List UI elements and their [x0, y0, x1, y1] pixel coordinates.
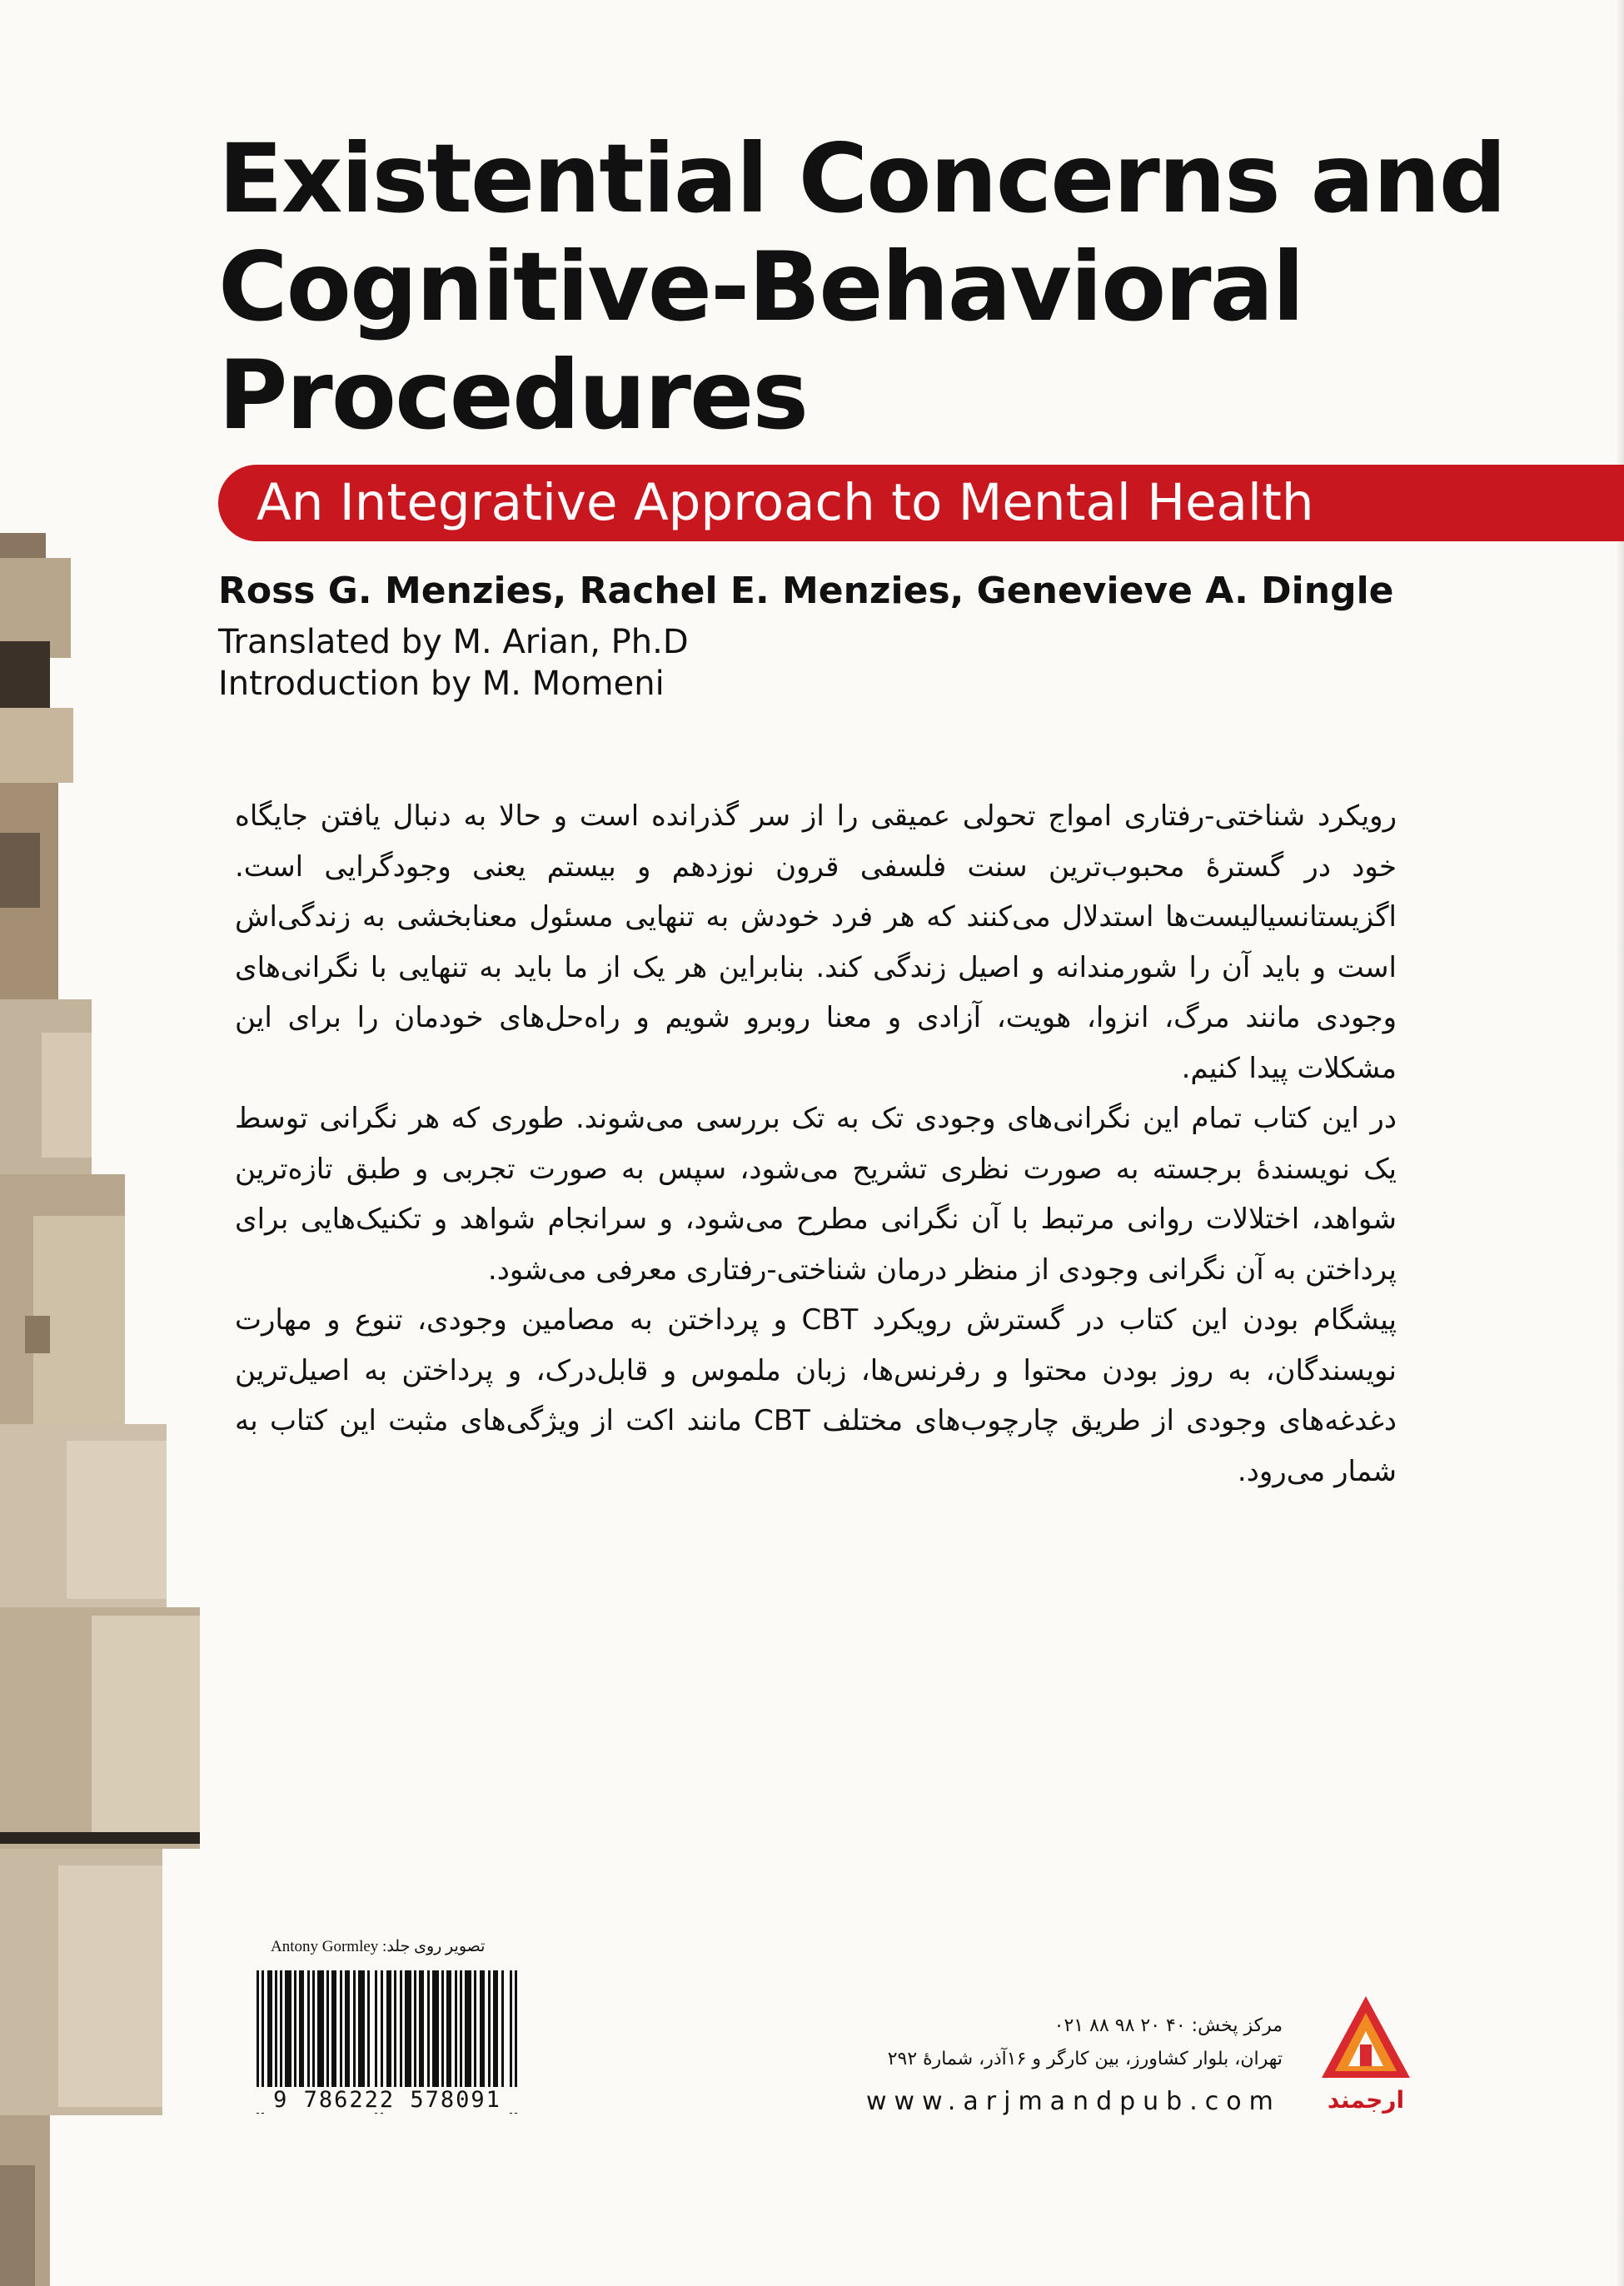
subtitle-band — [218, 465, 1624, 541]
blurb-text — [235, 791, 1397, 1497]
title-line-2: Cognitive-Behavioral — [218, 232, 1303, 342]
publisher-name: ارجمند — [1327, 2086, 1405, 2114]
distribution-phone: مرکز پخش: ۴۰ ۲۰ ۹۸ ۸۸ ۰۲۱ — [1054, 2015, 1283, 2036]
title-line-1: Existential Concerns and — [218, 123, 1506, 234]
cover-image-credit: تصویر روی جلد: Antony Gormley — [271, 1938, 486, 1955]
blurb-paragraph-1: رویکرد شناختی-رفتاری امواج تحولی عمیقی را از سر گذرانده است و حالا به دنبال یافتن جایگاه خود در گسترۀ محبوب‌ترین سنت فلسفی قرون نوزدهم و بیستم یعنی وجودگرایی است. اگزیستانسیالیست‌ها استدلال می‌کنند که هر فرد خودش به تنهایی مسئول معنابخشی به زندگی‌اش است و باید آن را شورمندانه و اصیل زندگی کند. بنابراین هر یک از ما باید به تنهایی با نگرانی‌های وجودی مانند مرگ، انزوا، هویت، آزادی و معنا روبرو شویم و راه‌حل‌های خودمان را برای این مشکلات پیدا کنیم. — [235, 799, 1397, 1085]
cover-sculpture-image — [0, 533, 208, 2286]
blurb-paragraph-3: پیشگام بودن این کتاب در گسترش رویکرد CBT و پرداختن به مصامین وجودی، تنوع و مهارت نویسندگان، به روز بودن محتوا و رفرنس‌ها، زبان ملموس و قابل‌درک، و پرداختن به اصیل‌ترین دغدغه‌های وجودی از طریق چارچوب‌های مختلف CBT مانند اکت از ویژگی‌های مثبت این کتاب به شمار می‌رود. — [235, 1303, 1397, 1488]
isbn-number: 9 786222 578091 — [250, 2087, 525, 2113]
translator-credit: Translated by M. Arian, Ph.D — [218, 623, 689, 661]
publisher-website: www.arjmandpub.com — [866, 2087, 1281, 2116]
arjmand-logo-icon — [1320, 1995, 1412, 2082]
introduction-credit: Introduction by M. Momeni — [218, 665, 665, 703]
title-line-3: Procedures — [218, 340, 808, 451]
book-title — [218, 125, 1517, 450]
authors: Ross G. Menzies, Rachel E. Menzies, Genevieve A. Dingle — [218, 570, 1394, 612]
distribution-address: تهران، بلوار کشاورز، بین کارگر و ۱۶آذر، شمارۀ ۲۹۲ — [887, 2049, 1283, 2069]
blurb-paragraph-2: در این کتاب تمام این نگرانی‌های وجودی تک به تک بررسی می‌شوند. طوری که هر نگرانی توسط یک نویسندۀ برجسته به صورت نظری تشریح می‌شود، سپس به صورت تجربی و طبق تازه‌ترین شواهد، اختلالات روانی مرتبط با آن نگرانی مطرح می‌شود، و سرانجام شواهد و تکنیک‌هایی برای پرداختن به آن نگرانی وجودی از منظر درمان شناختی-رفتاری معرفی می‌شود. — [235, 1102, 1397, 1287]
book-subtitle: An Integrative Approach to Mental Health — [257, 473, 1314, 532]
page-edge — [1616, 0, 1624, 2286]
